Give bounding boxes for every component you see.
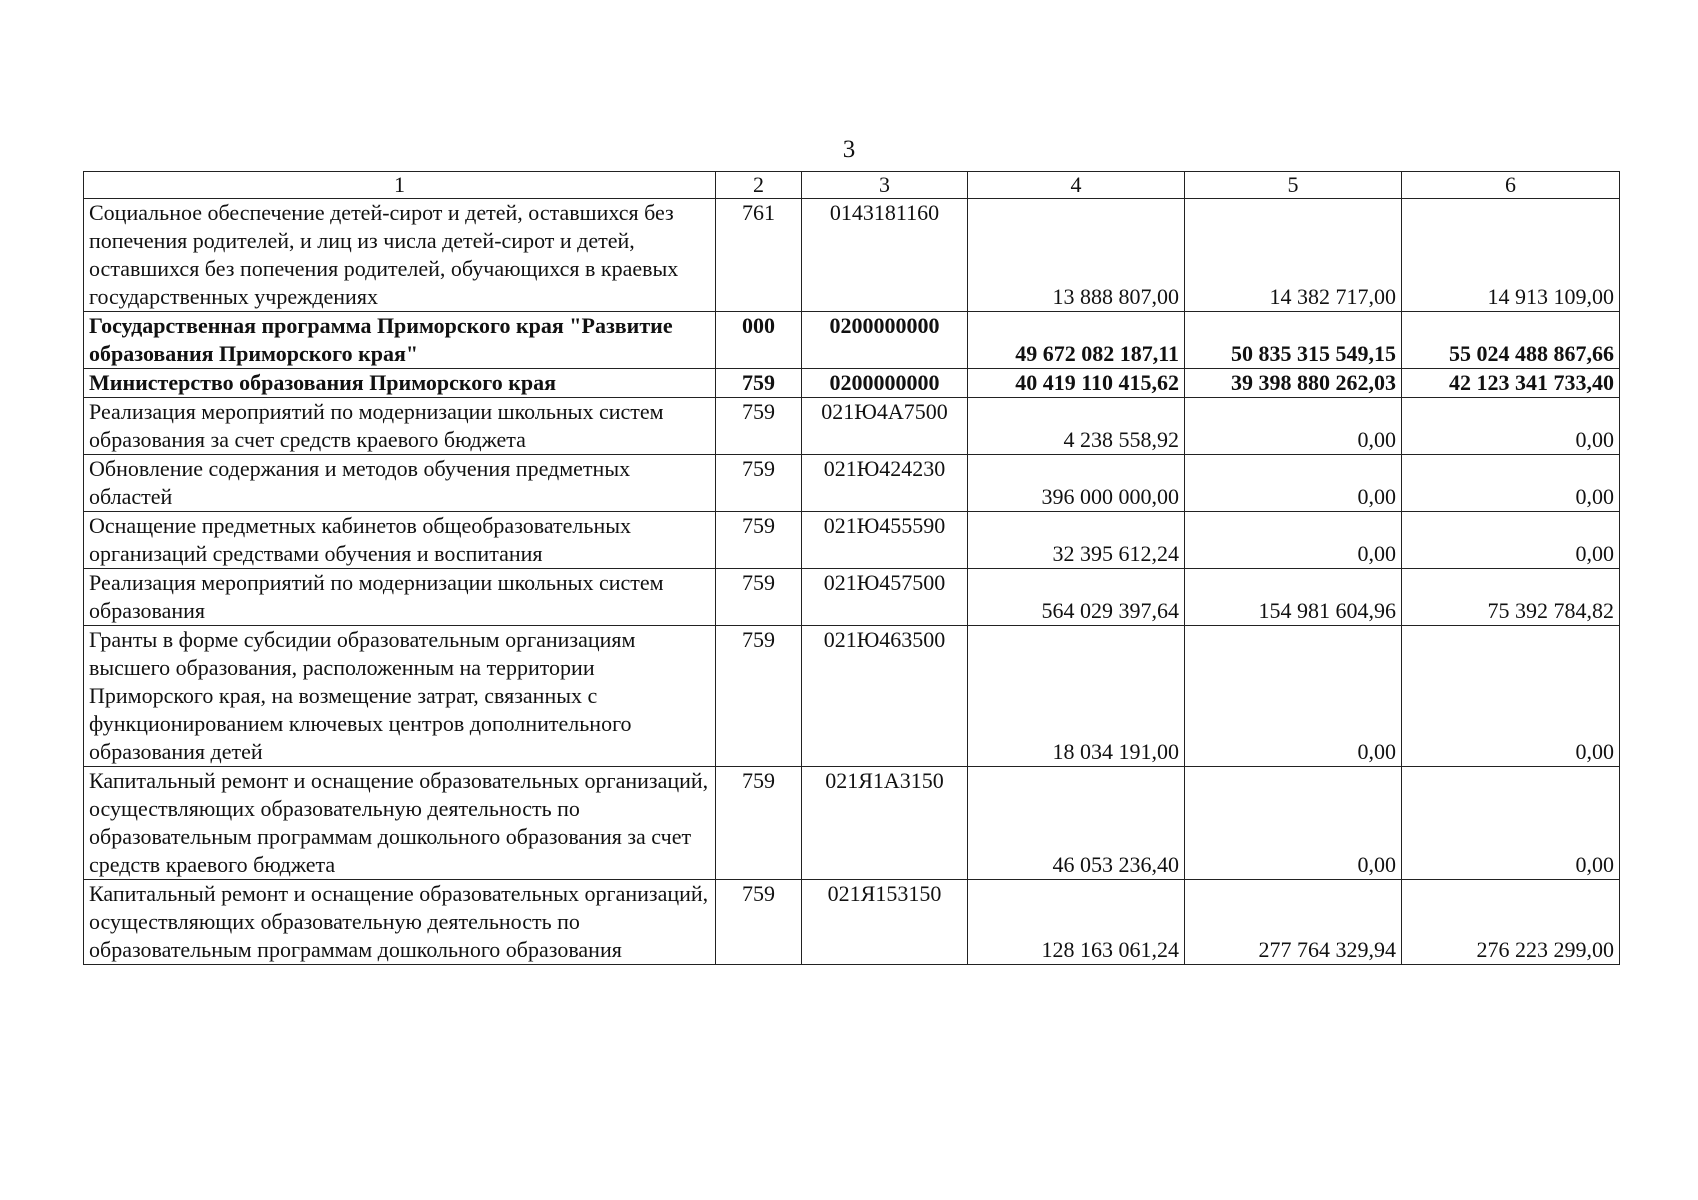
row-name-cell: Министерство образования Приморского края (84, 369, 716, 398)
table-row (84, 569, 1620, 626)
row-grbs-code-cell: 759 (716, 369, 802, 398)
table-row (84, 880, 1620, 965)
row-csr-code-cell: 021Ю455590 (802, 512, 968, 569)
row-csr-code-cell: 021Ю424230 (802, 455, 968, 512)
row-name-cell: Обновление содержания и методов обучения предметных областей (84, 455, 716, 512)
row-amount-year1-cell: 396 000 000,00 (968, 455, 1185, 512)
row-amount-year3-cell: 0,00 (1402, 455, 1620, 512)
row-grbs-code-cell: 761 (716, 199, 802, 312)
row-csr-code-cell: 0200000000 (802, 369, 968, 398)
row-amount-year1-cell: 49 672 082 187,11 (968, 312, 1185, 369)
row-grbs-code-cell: 000 (716, 312, 802, 369)
row-grbs-code-cell: 759 (716, 626, 802, 767)
row-amount-year3-cell: 14 913 109,00 (1402, 199, 1620, 312)
row-amount-year2-cell: 277 764 329,94 (1185, 880, 1402, 965)
table-row (84, 369, 1620, 398)
table-row (84, 398, 1620, 455)
row-name-cell: Капитальный ремонт и оснащение образовательных организаций, осуществляющих образовательную деятельность по образовательным программам дошкольного образования (84, 880, 716, 965)
row-name-cell: Реализация мероприятий по модернизации школьных систем образования за счет средств краевого бюджета (84, 398, 716, 455)
row-name-cell: Государственная программа Приморского края "Развитие образования Приморского края" (84, 312, 716, 369)
row-grbs-code-cell: 759 (716, 767, 802, 880)
header-cell: 4 (968, 172, 1185, 199)
page-number: 3 (842, 136, 856, 163)
row-amount-year2-cell: 14 382 717,00 (1185, 199, 1402, 312)
row-amount-year1-cell: 13 888 807,00 (968, 199, 1185, 312)
row-name-cell: Гранты в форме субсидии образовательным организациям высшего образования, расположенным на территории Приморского края, на возмещение затрат, связанных с функционированием ключевых центров дополнительного образования детей (84, 626, 716, 767)
header-row (84, 172, 1620, 199)
row-amount-year1-cell: 40 419 110 415,62 (968, 369, 1185, 398)
row-amount-year3-cell: 0,00 (1402, 767, 1620, 880)
row-amount-year3-cell: 0,00 (1402, 626, 1620, 767)
row-grbs-code-cell: 759 (716, 569, 802, 626)
row-csr-code-cell: 021Ю457500 (802, 569, 968, 626)
row-csr-code-cell: 0143181160 (802, 199, 968, 312)
row-csr-code-cell: 021Я153150 (802, 880, 968, 965)
row-grbs-code-cell: 759 (716, 398, 802, 455)
row-grbs-code-cell: 759 (716, 455, 802, 512)
header-cell: 2 (716, 172, 802, 199)
row-amount-year1-cell: 564 029 397,64 (968, 569, 1185, 626)
row-grbs-code-cell: 759 (716, 880, 802, 965)
row-amount-year3-cell: 42 123 341 733,40 (1402, 369, 1620, 398)
table-row (84, 767, 1620, 880)
header-cell: 5 (1185, 172, 1402, 199)
header-cell: 3 (802, 172, 968, 199)
row-amount-year2-cell: 154 981 604,96 (1185, 569, 1402, 626)
row-amount-year2-cell: 0,00 (1185, 398, 1402, 455)
row-grbs-code-cell: 759 (716, 512, 802, 569)
table-row (84, 626, 1620, 767)
row-amount-year3-cell: 0,00 (1402, 398, 1620, 455)
row-amount-year1-cell: 46 053 236,40 (968, 767, 1185, 880)
row-amount-year3-cell: 55 024 488 867,66 (1402, 312, 1620, 369)
row-amount-year2-cell: 0,00 (1185, 512, 1402, 569)
row-csr-code-cell: 0200000000 (802, 312, 968, 369)
row-amount-year2-cell: 0,00 (1185, 626, 1402, 767)
row-amount-year2-cell: 0,00 (1185, 767, 1402, 880)
row-csr-code-cell: 021Я1А3150 (802, 767, 968, 880)
row-name-cell: Оснащение предметных кабинетов общеобразовательных организаций средствами обучения и воспитания (84, 512, 716, 569)
budget-table (83, 171, 1620, 965)
row-amount-year3-cell: 276 223 299,00 (1402, 880, 1620, 965)
row-csr-code-cell: 021Ю463500 (802, 626, 968, 767)
header-cell: 6 (1402, 172, 1620, 199)
row-amount-year3-cell: 0,00 (1402, 512, 1620, 569)
table-row (84, 512, 1620, 569)
row-name-cell: Социальное обеспечение детей-сирот и детей, оставшихся без попечения родителей, и лиц из числа детей-сирот и детей, оставшихся без попечения родителей, обучающихся в краевых государственных учреждениях (84, 199, 716, 312)
table-row (84, 199, 1620, 312)
row-amount-year1-cell: 18 034 191,00 (968, 626, 1185, 767)
row-amount-year1-cell: 32 395 612,24 (968, 512, 1185, 569)
row-name-cell: Капитальный ремонт и оснащение образовательных организаций, осуществляющих образовательную деятельность по образовательным программам дошкольного образования за счет средств краевого бюджета (84, 767, 716, 880)
row-amount-year2-cell: 50 835 315 549,15 (1185, 312, 1402, 369)
table-row (84, 312, 1620, 369)
row-name-cell: Реализация мероприятий по модернизации школьных систем образования (84, 569, 716, 626)
row-amount-year2-cell: 39 398 880 262,03 (1185, 369, 1402, 398)
row-amount-year1-cell: 128 163 061,24 (968, 880, 1185, 965)
row-amount-year2-cell: 0,00 (1185, 455, 1402, 512)
table-row (84, 455, 1620, 512)
row-amount-year3-cell: 75 392 784,82 (1402, 569, 1620, 626)
row-amount-year1-cell: 4 238 558,92 (968, 398, 1185, 455)
row-csr-code-cell: 021Ю4А7500 (802, 398, 968, 455)
header-cell: 1 (84, 172, 716, 199)
